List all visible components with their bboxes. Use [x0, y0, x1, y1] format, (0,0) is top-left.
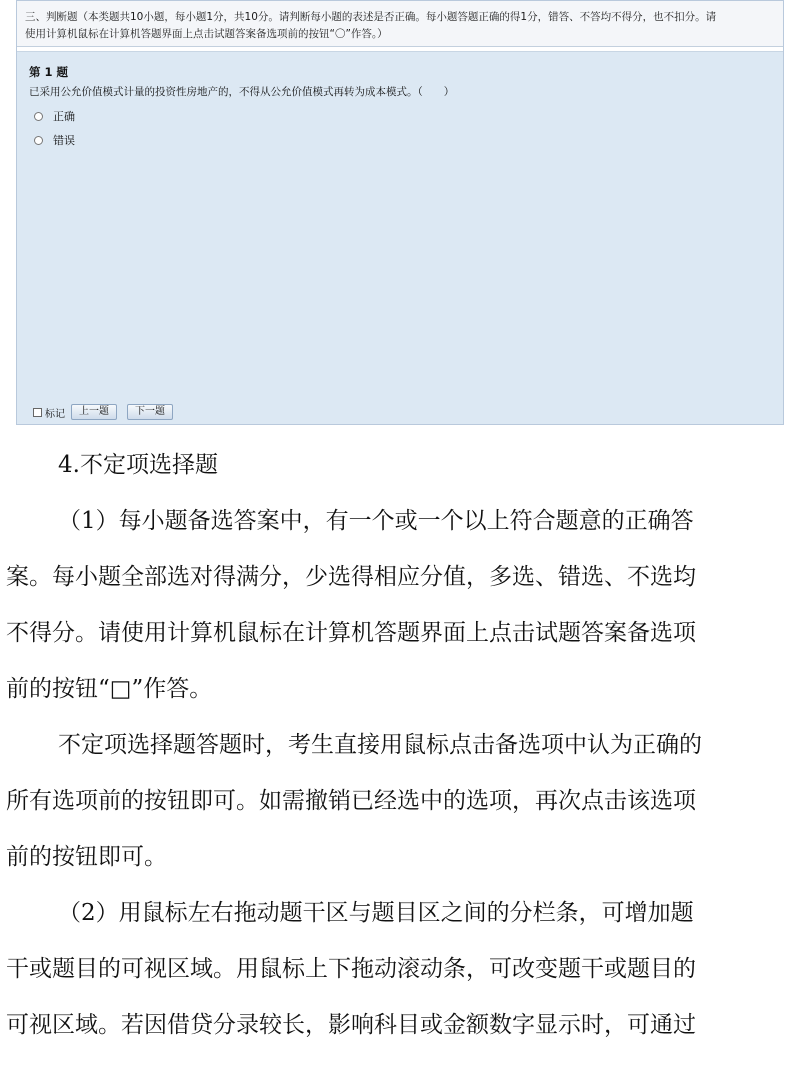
radio-button[interactable]	[34, 112, 43, 121]
paragraph-line: 案。每小题全部选对得满分，少选得相应分值，多选、错选、不选均	[6, 564, 696, 590]
paragraph-line: 前的按钮“□”作答。	[6, 676, 213, 702]
paragraph-line: 不得分。请使用计算机鼠标在计算机答题界面上点击试题答案备选项	[6, 620, 696, 646]
section-heading: 4.不定项选择题	[58, 452, 218, 478]
option-true[interactable]	[34, 104, 771, 128]
question-number: 第 1 题	[29, 65, 69, 79]
section-instructions	[17, 1, 783, 47]
paragraph-line: 可视区域。若因借贷分录较长，影响科目或金额数字显示时，可通过	[6, 1012, 696, 1038]
paragraph-line: 所有选项前的按钮即可。如需撤销已经选中的选项，再次点击该选项	[6, 788, 696, 814]
radio-button[interactable]	[34, 136, 43, 145]
option-label: 错误	[53, 134, 75, 147]
question-text: 已采用公允价值模式计量的投资性房地产的，不得从公允价值模式再转为成本模式。（ ）	[29, 86, 455, 98]
instruction-line-2: 使用计算机鼠标在计算机答题界面上点击试题答案备选项前的按钮“〇”作答。）	[25, 28, 388, 40]
instruction-line-1: 三、判断题（本类题共10小题，每小题1分，共10分。请判断每小题的表述是否正确。每小题答题正确的得1分，错答、不答均不得分，也不扣分。请	[25, 11, 717, 23]
option-label: 正确	[53, 110, 75, 123]
next-question-button[interactable]: 下一题	[127, 404, 173, 420]
paragraph-line: （1）每小题备选答案中，有一个或一个以上符合题意的正确答	[58, 508, 694, 534]
question-panel	[17, 51, 783, 424]
mark-checkbox[interactable]	[33, 408, 42, 417]
mark-label: 标记	[45, 408, 65, 420]
paragraph-line: 干或题目的可视区域。用鼠标上下拖动滚动条，可改变题干或题目的	[6, 956, 696, 982]
paragraph-line: （2）用鼠标左右拖动题干区与题目区之间的分栏条，可增加题	[58, 900, 694, 926]
question-toolbar	[33, 404, 173, 420]
paragraph-line: 不定项选择题答题时，考生直接用鼠标点击备选项中认为正确的	[58, 732, 702, 758]
option-false[interactable]	[34, 128, 771, 152]
paragraph-line: 前的按钮即可。	[6, 844, 167, 870]
exam-screenshot	[16, 0, 784, 425]
prev-question-button[interactable]: 上一题	[71, 404, 117, 420]
